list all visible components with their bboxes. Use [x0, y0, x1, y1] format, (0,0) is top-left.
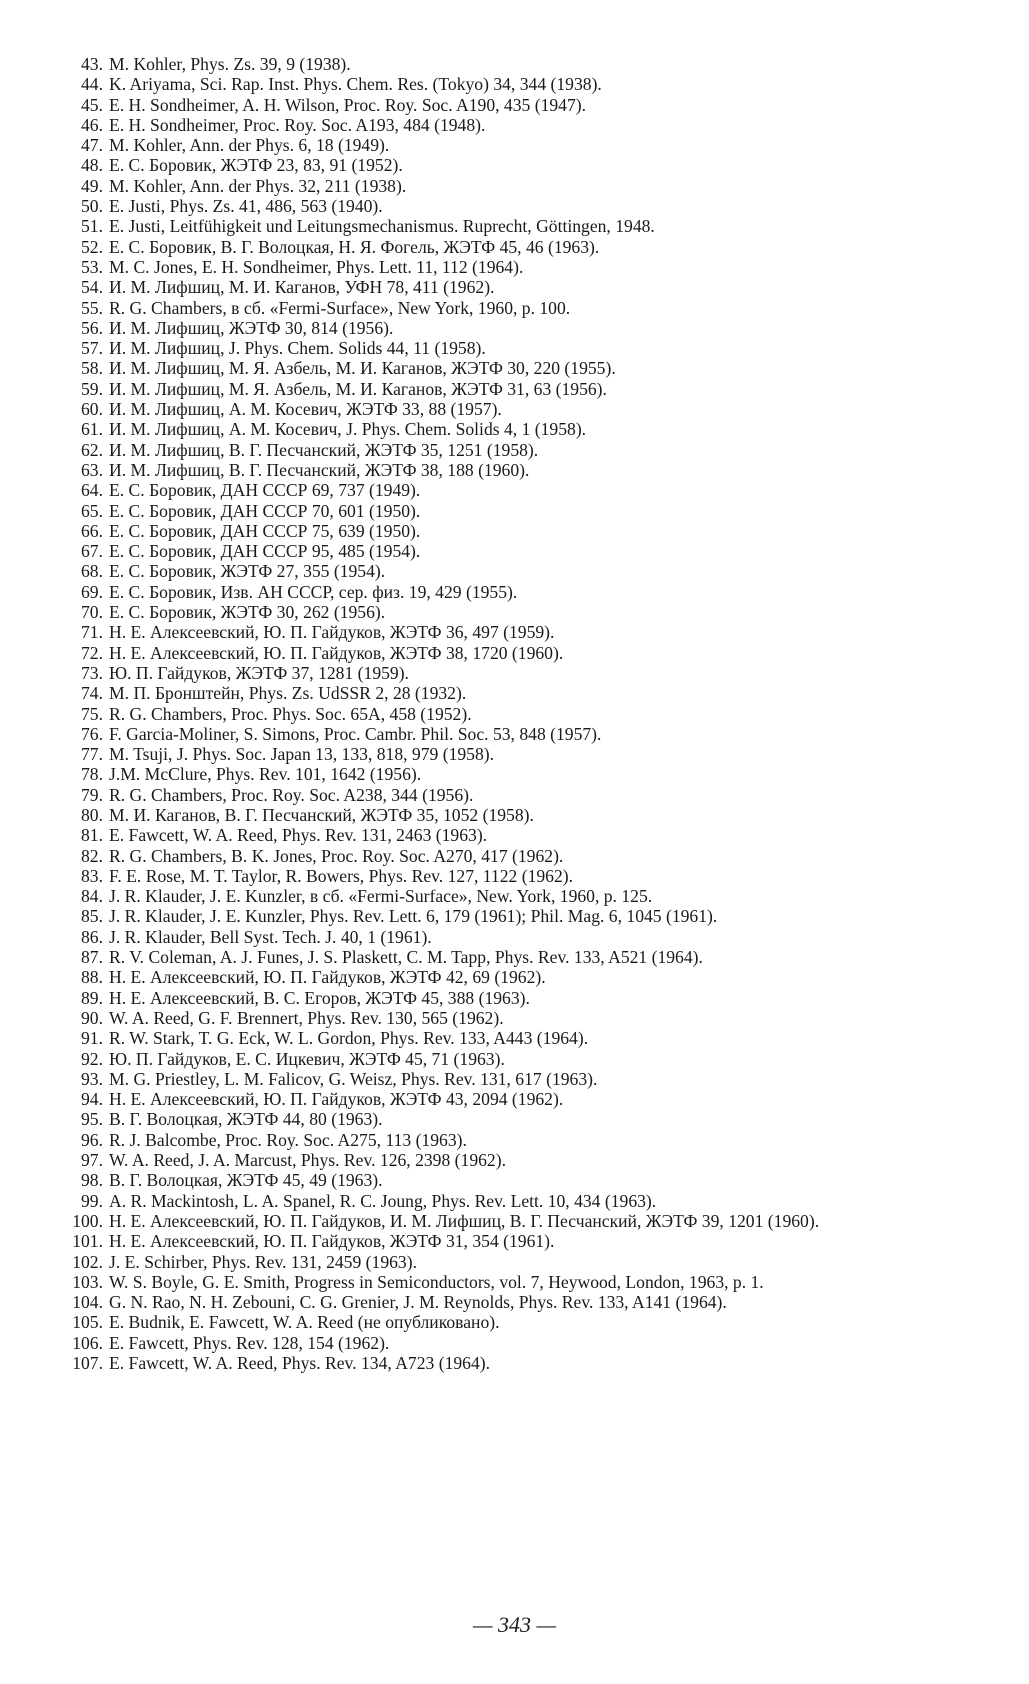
reference-number: 73. [81, 662, 103, 683]
reference-number: 52. [81, 236, 103, 257]
reference-item [56, 886, 956, 906]
reference-text: E. H. Sondheimer, Proc. Roy. Soc. A193, 484 (1948). [109, 114, 486, 135]
reference-item [56, 440, 956, 460]
reference-number: 92. [81, 1048, 103, 1069]
reference-item [56, 1292, 956, 1312]
reference-number: 82. [81, 845, 103, 866]
reference-item [56, 95, 956, 115]
reference-number: 89. [81, 987, 103, 1008]
reference-number: 88. [81, 967, 103, 988]
reference-item [56, 541, 956, 561]
reference-item [56, 338, 956, 358]
reference-number: 74. [81, 683, 103, 704]
reference-item [56, 927, 956, 947]
reference-item [56, 785, 956, 805]
reference-number: 63. [81, 459, 103, 480]
reference-text: Е. С. Боровик, ЖЭТФ 23, 83, 91 (1952). [109, 155, 403, 176]
reference-text: G. N. Rao, N. H. Zebouni, C. G. Grenier, J. M. Reynolds, Phys. Rev. 133, A141 (1964). [109, 1292, 727, 1313]
reference-item [56, 988, 956, 1008]
reference-item [56, 480, 956, 500]
reference-number: 46. [81, 114, 103, 135]
reference-item [56, 1130, 956, 1150]
reference-text: E. Fawcett, W. A. Reed, Phys. Rev. 131, 2463 (1963). [109, 825, 488, 846]
reference-number: 96. [81, 1129, 103, 1150]
reference-number: 66. [81, 520, 103, 541]
reference-number: 45. [81, 94, 103, 115]
reference-item [56, 460, 956, 480]
reference-item [56, 521, 956, 541]
reference-item [56, 846, 956, 866]
reference-text: R. G. Chambers, Proc. Roy. Soc. A238, 344 (1956). [109, 784, 474, 805]
reference-number: 58. [81, 358, 103, 379]
reference-text: Ю. П. Гайдуков, Е. С. Ицкевич, ЖЭТФ 45, 71 (1963). [109, 1048, 505, 1069]
reference-text: Е. С. Боровик, ДАН СССР 69, 737 (1949). [109, 480, 421, 501]
reference-text: E. Fawcett, Phys. Rev. 128, 154 (1962). [109, 1332, 390, 1353]
reference-number: 48. [81, 155, 103, 176]
reference-number: 59. [81, 378, 103, 399]
reference-number: 57. [81, 338, 103, 359]
reference-number: 64. [81, 480, 103, 501]
reference-item [56, 298, 956, 318]
reference-item [56, 1272, 956, 1292]
reference-text: M. C. Jones, E. H. Sondheimer, Phys. Lett. 11, 112 (1964). [109, 256, 524, 277]
reference-text: Ю. П. Гайдуков, ЖЭТФ 37, 1281 (1959). [109, 662, 409, 683]
reference-number: 70. [81, 602, 103, 623]
reference-text: R. W. Stark, T. G. Eck, W. L. Gordon, Phys. Rev. 133, A443 (1964). [109, 1028, 589, 1049]
reference-text: В. Г. Волоцкая, ЖЭТФ 44, 80 (1963). [109, 1109, 383, 1130]
reference-item [56, 1312, 956, 1332]
reference-text: И. М. Лифшиц, ЖЭТФ 30, 814 (1956). [109, 317, 394, 338]
reference-text: J. R. Klauder, J. E. Kunzler, Phys. Rev. Lett. 6, 179 (1961); Phil. Mag. 6, 1045 (1961). [109, 906, 718, 927]
reference-number: 107. [72, 1353, 103, 1373]
reference-number: 56. [81, 317, 103, 338]
reference-text: И. М. Лифшиц, J. Phys. Chem. Solids 44, 11 (1958). [109, 338, 486, 359]
reference-text: Е. С. Боровик, ЖЭТФ 30, 262 (1956). [109, 602, 386, 623]
reference-text: Н. Е. Алексеевский, Ю. П. Гайдуков, И. М. Лифшиц, В. Г. Песчанский, ЖЭТФ 39, 1201 (1960). [109, 1210, 820, 1231]
reference-item [56, 744, 956, 764]
reference-item [56, 196, 956, 216]
reference-number: 102. [72, 1251, 103, 1272]
reference-text: J. R. Klauder, J. E. Kunzler, в сб. «Fermi-Surface», New. York, 1960, p. 125. [109, 886, 653, 907]
reference-number: 105. [72, 1312, 103, 1333]
reference-number: 68. [81, 561, 103, 582]
reference-text: M. Kohler, Ann. der Phys. 6, 18 (1949). [109, 135, 390, 156]
reference-text: Н. Е. Алексеевский, Ю. П. Гайдуков, ЖЭТФ 43, 2094 (1962). [109, 1089, 564, 1110]
reference-number: 95. [81, 1109, 103, 1130]
reference-number: 77. [81, 744, 103, 765]
reference-item [56, 1353, 956, 1373]
reference-number: 60. [81, 399, 103, 420]
reference-item [56, 1191, 956, 1211]
reference-item [56, 805, 956, 825]
reference-text: И. М. Лифшиц, М. Я. Азбель, М. И. Каганов, ЖЭТФ 30, 220 (1955). [109, 358, 616, 379]
reference-item [56, 318, 956, 338]
reference-number: 90. [81, 1007, 103, 1028]
reference-text: R. J. Balcombe, Proc. Roy. Soc. A275, 113 (1963). [109, 1129, 467, 1150]
page-number: — 343 — [472, 1612, 557, 1637]
reference-number: 72. [81, 642, 103, 663]
reference-text: М. П. Бронштейн, Phys. Zs. UdSSR 2, 28 (1932). [109, 683, 467, 704]
reference-item [56, 54, 956, 74]
reference-text: В. Г. Волоцкая, ЖЭТФ 45, 49 (1963). [109, 1170, 383, 1191]
reference-item [56, 216, 956, 236]
reference-text: Е. С. Боровик, Изв. АН СССР, сер. физ. 19, 429 (1955). [109, 581, 518, 602]
reference-number: 103. [72, 1271, 103, 1292]
reference-text: Е. С. Боровик, В. Г. Волоцкая, Н. Я. Фогель, ЖЭТФ 45, 46 (1963). [109, 236, 600, 257]
reference-text: A. R. Mackintosh, L. A. Spanel, R. C. Joung, Phys. Rev. Lett. 10, 434 (1963). [109, 1190, 657, 1211]
reference-text: R. G. Chambers, в сб. «Fermi-Surface», New York, 1960, p. 100. [109, 297, 571, 318]
reference-number: 93. [81, 1068, 103, 1089]
reference-number: 61. [81, 419, 103, 440]
reference-item [56, 399, 956, 419]
reference-number: 106. [72, 1332, 103, 1353]
reference-text: E. H. Sondheimer, A. H. Wilson, Proc. Roy. Soc. A190, 435 (1947). [109, 94, 587, 115]
reference-text: Н. Е. Алексеевский, Ю. П. Гайдуков, ЖЭТФ 36, 497 (1959). [109, 622, 555, 643]
reference-text: Н. Е. Алексеевский, Ю. П. Гайдуков, ЖЭТФ 31, 354 (1961). [109, 1231, 555, 1252]
reference-text: F. E. Rose, M. T. Taylor, R. Bowers, Phys. Rev. 127, 1122 (1962). [109, 865, 574, 886]
reference-text: М. И. Каганов, В. Г. Песчанский, ЖЭТФ 35, 1052 (1958). [109, 804, 534, 825]
reference-number: 104. [72, 1292, 103, 1313]
reference-item [56, 947, 956, 967]
reference-number: 75. [81, 703, 103, 724]
reference-item [56, 1069, 956, 1089]
reference-number: 85. [81, 906, 103, 927]
reference-text: Е. С. Боровик, ДАН СССР 75, 639 (1950). [109, 520, 421, 541]
reference-text: M. Tsuji, J. Phys. Soc. Japan 13, 133, 818, 979 (1958). [109, 744, 495, 765]
reference-text: J.M. McClure, Phys. Rev. 101, 1642 (1956). [109, 764, 422, 785]
reference-item [56, 704, 956, 724]
reference-text: R. G. Chambers, B. K. Jones, Proc. Roy. Soc. A270, 417 (1962). [109, 845, 564, 866]
reference-number: 69. [81, 581, 103, 602]
reference-item [56, 277, 956, 297]
reference-number: 79. [81, 784, 103, 805]
reference-item [56, 155, 956, 175]
reference-item [56, 643, 956, 663]
reference-number: 53. [81, 256, 103, 277]
reference-item [56, 724, 956, 744]
reference-number: 67. [81, 541, 103, 562]
reference-number: 76. [81, 723, 103, 744]
reference-item [56, 967, 956, 987]
reference-text: R. V. Coleman, A. J. Funes, J. S. Plaskett, C. M. Tapp, Phys. Rev. 133, A521 (1964). [109, 947, 703, 968]
reference-text: И. М. Лифшиц, В. Г. Песчанский, ЖЭТФ 38, 188 (1960). [109, 459, 530, 480]
reference-text: W. S. Boyle, G. E. Smith, Progress in Semiconductors, vol. 7, Heywood, London, 1963, p. 1. [109, 1271, 764, 1292]
reference-number: 65. [81, 500, 103, 521]
reference-item [56, 1231, 956, 1251]
reference-item [56, 906, 956, 926]
reference-number: 83. [81, 865, 103, 886]
reference-number: 84. [81, 886, 103, 907]
reference-number: 47. [81, 135, 103, 156]
reference-text: Е. С. Боровик, ДАН СССР 95, 485 (1954). [109, 541, 421, 562]
reference-number: 86. [81, 926, 103, 947]
reference-item [56, 115, 956, 135]
reference-text: M. Kohler, Phys. Zs. 39, 9 (1938). [109, 54, 351, 74]
reference-item [56, 501, 956, 521]
reference-item [56, 663, 956, 683]
reference-text: И. М. Лифшиц, В. Г. Песчанский, ЖЭТФ 35, 1251 (1958). [109, 439, 539, 460]
reference-item [56, 379, 956, 399]
reference-number: 91. [81, 1028, 103, 1049]
reference-number: 80. [81, 804, 103, 825]
reference-number: 49. [81, 175, 103, 196]
reference-item [56, 1150, 956, 1170]
reference-text: K. Ariyama, Sci. Rap. Inst. Phys. Chem. Res. (Tokyo) 34, 344 (1938). [109, 74, 602, 95]
reference-text: J. R. Klauder, Bell Syst. Tech. J. 40, 1 (1961). [109, 926, 432, 947]
reference-text: Н. Е. Алексеевский, В. С. Егоров, ЖЭТФ 45, 388 (1963). [109, 987, 530, 1008]
reference-number: 51. [81, 216, 103, 237]
reference-text: Е. С. Боровик, ДАН СССР 70, 601 (1950). [109, 500, 421, 521]
reference-item [56, 1170, 956, 1190]
reference-item [56, 561, 956, 581]
reference-item [56, 176, 956, 196]
reference-text: И. М. Лифшиц, А. М. Косевич, J. Phys. Chem. Solids 4, 1 (1958). [109, 419, 587, 440]
reference-number: 71. [81, 622, 103, 643]
reference-text: E. Justi, Leitfühigkeit und Leitungsmechanismus. Ruprecht, Göttingen, 1948. [109, 216, 655, 237]
reference-number: 78. [81, 764, 103, 785]
reference-item [56, 866, 956, 886]
reference-item [56, 1109, 956, 1129]
reference-text: Н. Е. Алексеевский, Ю. П. Гайдуков, ЖЭТФ 42, 69 (1962). [109, 967, 546, 988]
reference-item [56, 419, 956, 439]
reference-number: 50. [81, 196, 103, 217]
reference-text: W. A. Reed, G. F. Brennert, Phys. Rev. 130, 565 (1962). [109, 1007, 504, 1028]
reference-item [56, 1008, 956, 1028]
reference-text: W. A. Reed, J. A. Marcust, Phys. Rev. 126, 2398 (1962). [109, 1150, 506, 1171]
reference-text: И. М. Лифшиц, А. М. Косевич, ЖЭТФ 33, 88 (1957). [109, 399, 502, 420]
reference-text: E. Justi, Phys. Zs. 41, 486, 563 (1940). [109, 196, 383, 217]
reference-item [56, 683, 956, 703]
reference-text: Е. С. Боровик, ЖЭТФ 27, 355 (1954). [109, 561, 386, 582]
reference-text: E. Budnik, E. Fawcett, W. A. Reed (не опубликовано). [109, 1312, 500, 1333]
reference-text: И. М. Лифшиц, М. Я. Азбель, М. И. Каганов, ЖЭТФ 31, 63 (1956). [109, 378, 607, 399]
reference-item [56, 622, 956, 642]
reference-item [56, 1049, 956, 1069]
reference-number: 98. [81, 1170, 103, 1191]
reference-item [56, 602, 956, 622]
reference-item [56, 1089, 956, 1109]
reference-item [56, 1252, 956, 1272]
reference-item [56, 582, 956, 602]
reference-item [56, 764, 956, 784]
reference-number: 99. [81, 1190, 103, 1211]
reference-item [56, 825, 956, 845]
reference-number: 81. [81, 825, 103, 846]
reference-text: J. E. Schirber, Phys. Rev. 131, 2459 (1963). [109, 1251, 417, 1272]
reference-item [56, 74, 956, 94]
reference-text: M. Kohler, Ann. der Phys. 32, 211 (1938). [109, 175, 407, 196]
reference-number: 54. [81, 277, 103, 298]
reference-text: И. М. Лифшиц, М. И. Каганов, УФН 78, 411 (1962). [109, 277, 495, 298]
reference-item [56, 237, 956, 257]
reference-number: 100. [72, 1210, 103, 1231]
reference-text: E. Fawcett, W. A. Reed, Phys. Rev. 134, A723 (1964). [109, 1353, 491, 1373]
reference-text: R. G. Chambers, Proc. Phys. Soc. 65A, 458 (1952). [109, 703, 472, 724]
reference-number: 55. [81, 297, 103, 318]
reference-list [56, 54, 956, 1373]
reference-number: 43. [81, 54, 103, 74]
reference-item [56, 1211, 956, 1231]
reference-number: 44. [81, 74, 103, 95]
reference-number: 97. [81, 1150, 103, 1171]
reference-text: Н. Е. Алексеевский, Ю. П. Гайдуков, ЖЭТФ 38, 1720 (1960). [109, 642, 564, 663]
reference-number: 101. [72, 1231, 103, 1252]
reference-number: 94. [81, 1089, 103, 1110]
reference-item [56, 257, 956, 277]
reference-item [56, 1028, 956, 1048]
reference-item [56, 358, 956, 378]
reference-number: 62. [81, 439, 103, 460]
reference-text: F. Garcia-Moliner, S. Simons, Proc. Cambr. Phil. Soc. 53, 848 (1957). [109, 723, 602, 744]
reference-item [56, 135, 956, 155]
reference-item [56, 1333, 956, 1353]
reference-number: 87. [81, 947, 103, 968]
reference-text: M. G. Priestley, L. M. Falicov, G. Weisz, Phys. Rev. 131, 617 (1963). [109, 1068, 598, 1089]
